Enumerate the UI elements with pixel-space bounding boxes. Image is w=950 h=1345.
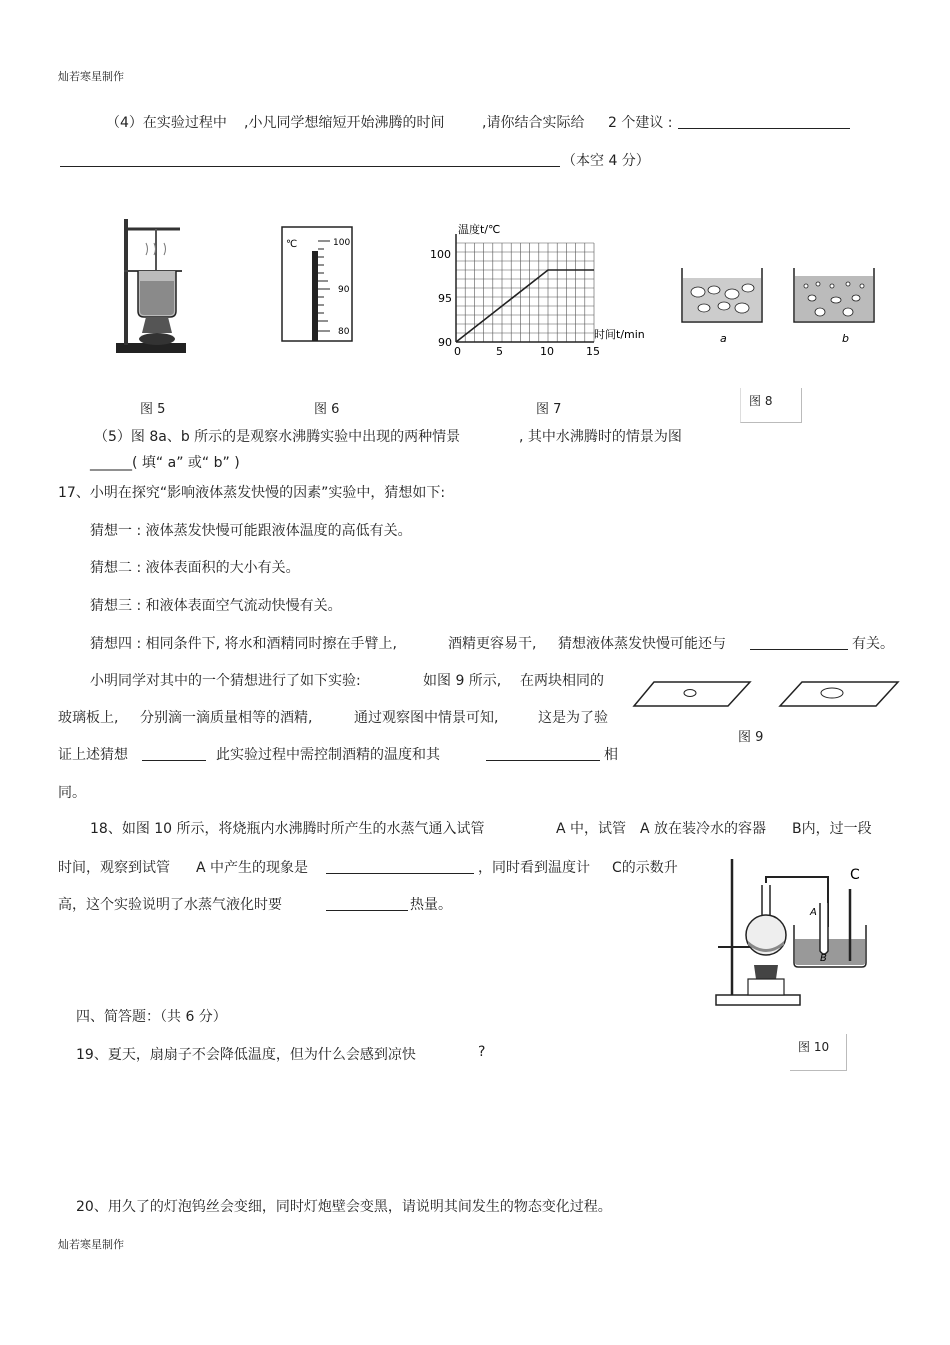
q17-line3-a: 证上述猜想 [58, 747, 128, 763]
q17-guess-blank[interactable] [142, 744, 206, 761]
q16-4-score: （本空 4 分） [562, 153, 650, 169]
fig6-unit: ℃ [286, 239, 298, 250]
fig7-x-tick-10: 10 [540, 345, 554, 358]
q17-line4: 同。 [58, 785, 86, 801]
q17-guess-4-b: 酒精更容易干, [448, 636, 537, 652]
q18-part-e: 时间，观察到试管 [58, 860, 170, 876]
q17-guess-2: 猜想二 : 液体表面积的大小有关。 [90, 560, 300, 576]
fig7-x-tick-5: 5 [496, 345, 503, 358]
figure-7-chart [428, 220, 658, 360]
q17-exp-b: 如图 9 所示, [423, 673, 502, 689]
figure-5-caption: 图 5 [140, 402, 166, 417]
q20-text: 20、用久了的灯泡钨丝会变细，同时灯炮壁会变黑，请说明其间发生的物态变化过程。 [76, 1199, 612, 1215]
fig6-tick-90: 90 [338, 285, 350, 295]
fig7-y-tick-90: 90 [438, 336, 452, 349]
figure-9-glass-plates [632, 676, 902, 716]
fig6-tick-100: 100 [333, 238, 351, 248]
q18-heat-blank[interactable] [326, 894, 408, 911]
fig7-y-tick-100: 100 [430, 248, 451, 261]
q18-part-d: B内，过一段 [792, 821, 872, 837]
q18-part-i: 高，这个实验说明了水蒸气液化时要 [58, 897, 282, 913]
q17-guess-4-blank[interactable] [750, 633, 848, 650]
q19-question-mark: ? [478, 1044, 486, 1060]
figure-8-caption: 图 8 [740, 388, 802, 423]
q18-part-g: ，同时看到温度计 [478, 860, 590, 876]
fig10-label-B: B [820, 953, 827, 964]
figure-8-beakers [676, 262, 881, 350]
q17-line2-b: 分别滴一滴质量相等的酒精, [140, 710, 313, 726]
figure-10-caption: 图 10 [790, 1034, 847, 1071]
section-4-title: 四、简答题：（共 6 分） [76, 1009, 227, 1025]
q17-guess-4-d: 有关。 [852, 636, 894, 652]
q17-exp-a: 小明同学对其中的一个猜想进行了如下实验: [90, 673, 361, 689]
figure-9-caption: 图 9 [738, 730, 764, 745]
q16-5-part-c[interactable]: ______( 填“ a” 或“ b” ) [90, 455, 240, 471]
q16-4-answer-line-2[interactable] [60, 150, 560, 167]
q17-line3-c: 相 [604, 747, 618, 763]
q16-4-part-c: ,请你结合实际给 [482, 115, 585, 131]
q17-stem: 17、小明在探究“影响液体蒸发快慢的因素”实验中，猜想如下: [58, 485, 446, 501]
figure-6-thermometer [280, 225, 355, 345]
q17-line2-a: 玻璃板上, [58, 710, 119, 726]
q16-4-answer-line-1[interactable] [678, 112, 850, 129]
footer-maker: 灿若寒星制作 [58, 1238, 124, 1251]
q18-part-j: 热量。 [410, 897, 452, 913]
q18-part-h: C的示数升 [612, 860, 678, 876]
q16-5-part-b: , 其中水沸腾时的情景为图 [519, 429, 682, 445]
q17-guess-4-a: 猜想四 : 相同条件下, 将水和酒精同时擦在手臂上, [90, 636, 397, 652]
q16-4-part-b: ,小凡同学想缩短开始沸腾的时间 [244, 115, 445, 131]
q18-phenomenon-blank[interactable] [326, 857, 474, 874]
q17-control-blank[interactable] [486, 744, 600, 761]
fig8-beaker-a [682, 268, 762, 345]
q17-guess-3: 猜想三 : 和液体表面空气流动快慢有关。 [90, 598, 342, 614]
fig8-beaker-b [794, 268, 874, 345]
fig7-y-tick-95: 95 [438, 292, 452, 305]
q16-4-part-d: 2 个建议 : [608, 115, 673, 131]
figure-7-caption: 图 7 [536, 402, 562, 417]
figure-5-boiling-apparatus [110, 215, 190, 360]
q18-part-c: A 放在装冷水的容器 [640, 821, 767, 837]
figure-10-apparatus [710, 855, 880, 1010]
q18-part-f: A 中产生的现象是 [196, 860, 309, 876]
fig7-y-label: 温度t/℃ [458, 223, 501, 236]
q18-part-a: 18、如图 10 所示，将烧瓶内水沸腾时所产生的水蒸气通入试管 [90, 821, 485, 837]
q16-4-part-a: （4）在实验过程中 [106, 115, 227, 131]
q16-5-part-a: （5）图 8a、b 所示的是观察水沸腾实验中出现的两种情景 [94, 429, 461, 445]
fig7-x-label: 时间t/min [594, 328, 645, 341]
q17-line2-c: 通过观察图中情景可知, [354, 710, 499, 726]
figure-6-caption: 图 6 [314, 402, 340, 417]
q17-exp-c: 在两块相同的 [520, 673, 604, 689]
fig7-x-tick-15: 15 [586, 345, 600, 358]
q19-text: 19、夏天，扇扇子不会降低温度，但为什么会感到凉快 [76, 1047, 416, 1063]
header-maker: 灿若寒星制作 [58, 70, 124, 83]
fig6-tick-80: 80 [338, 327, 350, 337]
q17-guess-1: 猜想一 : 液体蒸发快慢可能跟液体温度的高低有关。 [90, 523, 412, 539]
fig7-x-tick-0: 0 [454, 345, 461, 358]
q17-line2-d: 这是为了验 [538, 710, 608, 726]
fig10-label-A: A [810, 907, 817, 918]
fig8-label-b: b [842, 332, 849, 345]
q17-line3-b: 此实验过程中需控制酒精的温度和其 [216, 747, 440, 763]
fig10-label-C: C [850, 867, 860, 883]
fig8-label-a: a [720, 332, 727, 345]
q17-guess-4-c: 猜想液体蒸发快慢可能还与 [558, 636, 726, 652]
q18-part-b: A 中，试管 [556, 821, 627, 837]
